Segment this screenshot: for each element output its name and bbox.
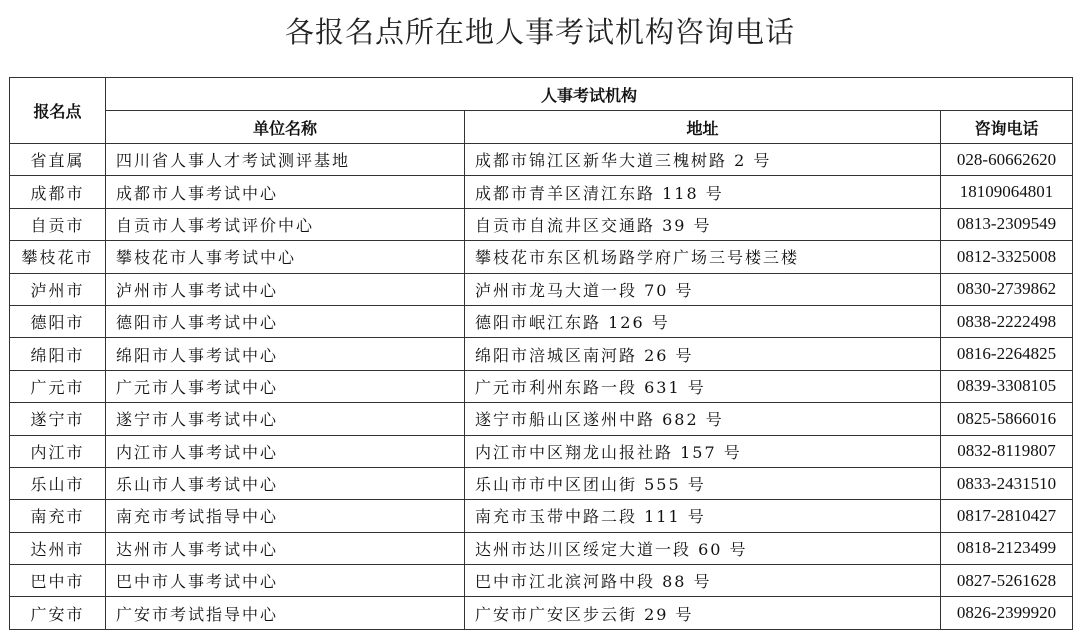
- table-row: [10, 435, 1073, 467]
- cell-point: 省直属: [10, 144, 106, 176]
- header-point: 报名点: [10, 78, 106, 144]
- cell-org-name: 达州市人事考试中心: [106, 532, 465, 564]
- cell-address: 广元市利州东路一段 631 号: [465, 370, 941, 402]
- table-row: [10, 597, 1073, 629]
- cell-point: 泸州市: [10, 273, 106, 305]
- cell-address: 广安市广安区步云街 29 号: [465, 597, 941, 629]
- cell-address: 泸州市龙马大道一段 70 号: [465, 273, 941, 305]
- cell-phone: 0839-3308105: [941, 370, 1073, 402]
- table-row: [10, 305, 1073, 337]
- cell-point: 广元市: [10, 370, 106, 402]
- cell-org-name: 乐山市人事考试中心: [106, 467, 465, 499]
- cell-org-name: 攀枝花市人事考试中心: [106, 241, 465, 273]
- table-row: [10, 403, 1073, 435]
- header-org-group: 人事考试机构: [106, 78, 1073, 111]
- cell-phone: 0833-2431510: [941, 467, 1073, 499]
- cell-phone: 0825-5866016: [941, 403, 1073, 435]
- cell-org-name: 南充市考试指导中心: [106, 500, 465, 532]
- page-title: 各报名点所在地人事考试机构咨询电话: [284, 15, 795, 49]
- cell-point: 乐山市: [10, 467, 106, 499]
- cell-point: 成都市: [10, 176, 106, 208]
- cell-address: 乐山市市中区团山街 555 号: [465, 467, 941, 499]
- cell-address: 德阳市岷江东路 126 号: [465, 305, 941, 337]
- cell-point: 绵阳市: [10, 338, 106, 370]
- table-row: [10, 241, 1073, 273]
- table-row: [10, 273, 1073, 305]
- cell-phone: 0827-5261628: [941, 565, 1073, 597]
- cell-address: 巴中市江北滨河路中段 88 号: [465, 565, 941, 597]
- cell-phone: 028-60662620: [941, 144, 1073, 176]
- contact-table: [9, 77, 1073, 630]
- cell-phone: 0817-2810427: [941, 500, 1073, 532]
- cell-address: 自贡市自流井区交通路 39 号: [465, 208, 941, 240]
- table-row: [10, 467, 1073, 499]
- cell-point: 遂宁市: [10, 403, 106, 435]
- cell-phone: 18109064801: [941, 176, 1073, 208]
- table-row: [10, 532, 1073, 564]
- cell-org-name: 广元市人事考试中心: [106, 370, 465, 402]
- cell-org-name: 自贡市人事考试评价中心: [106, 208, 465, 240]
- cell-address: 成都市锦江区新华大道三槐树路 2 号: [465, 144, 941, 176]
- cell-phone: 0813-2309549: [941, 208, 1073, 240]
- cell-point: 德阳市: [10, 305, 106, 337]
- cell-phone: 0830-2739862: [941, 273, 1073, 305]
- cell-address: 内江市中区翔龙山报社路 157 号: [465, 435, 941, 467]
- table-row: [10, 208, 1073, 240]
- table-row: [10, 565, 1073, 597]
- cell-point: 自贡市: [10, 208, 106, 240]
- cell-org-name: 四川省人事人才考试测评基地: [106, 144, 465, 176]
- cell-point: 南充市: [10, 500, 106, 532]
- cell-org-name: 广安市考试指导中心: [106, 597, 465, 629]
- table-body: [10, 144, 1073, 630]
- header-address: 地址: [465, 111, 941, 144]
- cell-point: 巴中市: [10, 565, 106, 597]
- cell-org-name: 绵阳市人事考试中心: [106, 338, 465, 370]
- cell-point: 内江市: [10, 435, 106, 467]
- table-row: [10, 144, 1073, 176]
- cell-point: 达州市: [10, 532, 106, 564]
- header-name: 单位名称: [106, 111, 465, 144]
- cell-address: 南充市玉带中路二段 111 号: [465, 500, 941, 532]
- table-row: [10, 338, 1073, 370]
- cell-point: 广安市: [10, 597, 106, 629]
- cell-address: 攀枝花市东区机场路学府广场三号楼三楼: [465, 241, 941, 273]
- cell-address: 达州市达川区绥定大道一段 60 号: [465, 532, 941, 564]
- cell-phone: 0812-3325008: [941, 241, 1073, 273]
- cell-address: 绵阳市涪城区南河路 26 号: [465, 338, 941, 370]
- cell-phone: 0838-2222498: [941, 305, 1073, 337]
- cell-address: 遂宁市船山区遂州中路 682 号: [465, 403, 941, 435]
- table-row: [10, 370, 1073, 402]
- cell-address: 成都市青羊区清江东路 118 号: [465, 176, 941, 208]
- table-row: [10, 500, 1073, 532]
- cell-org-name: 德阳市人事考试中心: [106, 305, 465, 337]
- table-row: [10, 176, 1073, 208]
- cell-org-name: 泸州市人事考试中心: [106, 273, 465, 305]
- cell-point: 攀枝花市: [10, 241, 106, 273]
- cell-org-name: 遂宁市人事考试中心: [106, 403, 465, 435]
- cell-org-name: 内江市人事考试中心: [106, 435, 465, 467]
- cell-phone: 0826-2399920: [941, 597, 1073, 629]
- cell-phone: 0818-2123499: [941, 532, 1073, 564]
- cell-phone: 0832-8119807: [941, 435, 1073, 467]
- cell-org-name: 成都市人事考试中心: [106, 176, 465, 208]
- cell-phone: 0816-2264825: [941, 338, 1073, 370]
- cell-org-name: 巴中市人事考试中心: [106, 565, 465, 597]
- header-phone: 咨询电话: [941, 111, 1073, 144]
